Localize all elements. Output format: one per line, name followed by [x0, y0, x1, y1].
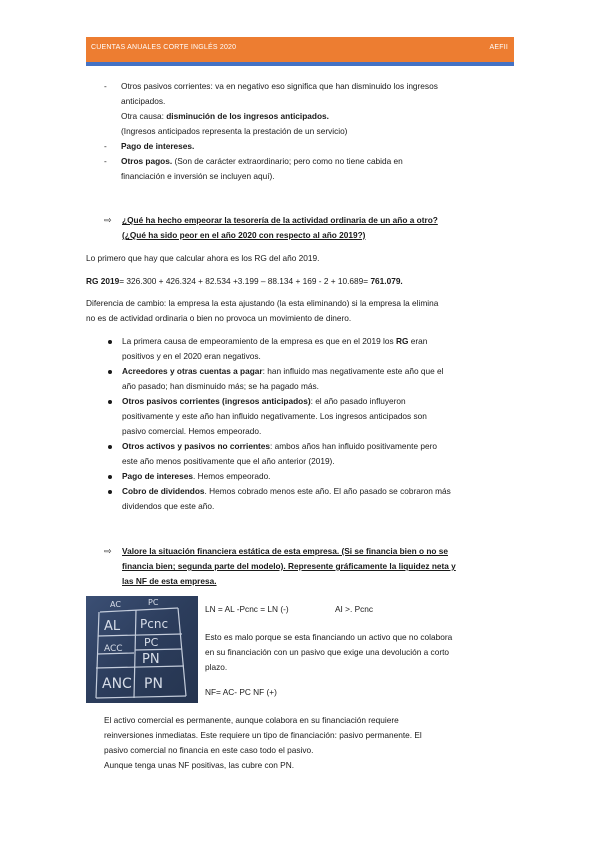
- text-span: . Hemos empeorado.: [193, 471, 271, 481]
- bullet-item-continuation: este año menos positivamente que el año anterior (2019).: [122, 456, 335, 466]
- rg-result: 761.079.: [370, 276, 403, 286]
- photo-label-pcnc: Pcnc: [140, 617, 169, 631]
- ai-comparison: AI >. Pcnc: [335, 604, 374, 614]
- explanation-line: Esto es malo porque se esta financiando un activo que no colabora: [205, 632, 453, 642]
- bold-text: RG: [395, 336, 409, 346]
- text-span: eran: [408, 336, 428, 346]
- bullet-item: [122, 364, 443, 379]
- bold-text: Otros pagos.: [121, 156, 173, 166]
- paragraph: Diferencia de cambio: la empresa la esta ajustando (la esta eliminando) si la empresa la elimina: [86, 298, 439, 308]
- liquidez-neta-formula: LN = AL -Pcnc = LN (-): [205, 604, 289, 614]
- bullet-item: [122, 484, 451, 499]
- text-span: : ambos años han influido positivamente pero: [270, 441, 437, 451]
- bullet-dot: [108, 445, 112, 449]
- question-heading-line2: financia bien; segunda parte del modelo). Represente gráficamente la liquidez neta y: [122, 561, 456, 571]
- chalkboard-drawing: [86, 596, 198, 703]
- final-paragraph-line: pasivo comercial no financia en este caso todo el pasivo.: [104, 745, 314, 755]
- paragraph-line2: no es de actividad ordinaria o bien no provoca un movimiento de dinero.: [86, 313, 352, 323]
- bold-text: Cobro de dividendos: [122, 486, 205, 496]
- nf-formula: NF= AC- PC NF (+): [205, 687, 277, 697]
- bullet-item-continuation: positivamente y este año han influido negativamente. Los ingresos anticipados son: [122, 411, 427, 421]
- photo-label-acc: ACC: [104, 644, 123, 654]
- bullet-dot: [108, 475, 112, 479]
- bullet-dot: [108, 340, 112, 344]
- bullet-item-continuation: pasivo comercial. Hemos empeorado.: [122, 426, 262, 436]
- photo-label-pc: PC: [148, 598, 159, 607]
- dash-item-text: [121, 154, 403, 169]
- photo-label-pn2: PN: [144, 676, 163, 692]
- dash-marker: -: [104, 156, 107, 166]
- bold-text: Otros activos y pasivos no corrientes: [122, 441, 271, 451]
- arrow-icon: ⇨: [104, 546, 112, 556]
- header-right-label: AEFII: [489, 44, 508, 51]
- rg-label: RG 2019: [86, 276, 120, 286]
- final-paragraph-line: reinversiones inmediatas. Este requiere un tipo de financiación: pasivo permanente. El: [104, 730, 422, 740]
- bold-text: Pago de intereses: [122, 471, 194, 481]
- bullet-item: [122, 439, 437, 454]
- bullet-item-continuation: dividendos que este año.: [122, 501, 215, 511]
- text-span: : el año pasado influyeron: [310, 396, 406, 406]
- chalkboard-photo: [86, 596, 198, 703]
- text-span: Otra causa:: [121, 111, 167, 121]
- rg-formula-text: = 326.300 + 426.324 + 82.534 +3.199 – 88.134 + 169 - 2 + 10.689=: [119, 276, 371, 286]
- explanation-line: plazo.: [205, 662, 228, 672]
- bold-text: disminución de los ingresos anticipados.: [166, 111, 329, 121]
- photo-label-pcc: PC: [144, 636, 159, 649]
- bullet-dot: [108, 400, 112, 404]
- dash-item-text: (Ingresos anticipados representa la prestación de un servicio): [121, 126, 348, 136]
- photo-label-pn1: PN: [142, 652, 160, 667]
- question-heading: Valore la situación financiera estática de esta empresa. (Si se financia bien o no se: [122, 546, 449, 556]
- bold-text: Otros pasivos corrientes (ingresos anticipados): [122, 396, 311, 406]
- bullet-item-continuation: año pasado; han disminuido más; se ha pagado más.: [122, 381, 319, 391]
- bullet-dot: [108, 490, 112, 494]
- question-heading-line3: las NF de esta empresa.: [122, 576, 217, 586]
- dash-item-text: Otros pasivos corrientes: va en negativo eso significa que han disminuido los ingresos: [121, 81, 438, 91]
- bullet-dot: [108, 370, 112, 374]
- arrow-icon: ⇨: [104, 215, 112, 225]
- rg-formula: [86, 274, 403, 289]
- dash-item-text: [121, 109, 329, 124]
- question-heading: ¿Qué ha hecho empeorar la tesorería de la actividad ordinaria de un año a otro?: [122, 215, 438, 225]
- photo-label-anc: ANC: [102, 676, 132, 692]
- text-span: (Son de carácter extraordinario; pero como no tiene cabida en: [172, 156, 403, 166]
- bullet-item-continuation: positivos y en el 2020 eran negativos.: [122, 351, 261, 361]
- bold-text: Acreedores y otras cuentas a pagar: [122, 366, 263, 376]
- paragraph: Lo primero que hay que calcular ahora es los RG del año 2019.: [86, 253, 320, 263]
- text-span: . Hemos cobrado menos este año. El año pasado se cobraron más: [204, 486, 451, 496]
- dash-item-text: Pago de intereses.: [121, 141, 195, 151]
- final-paragraph-line: El activo comercial es permanente, aunque colabora en su financiación requiere: [104, 715, 399, 725]
- dash-item-text: anticipados.: [121, 96, 166, 106]
- photo-label-al: AL: [104, 619, 121, 634]
- text-span: La primera causa de empeoramiento de la empresa es que en el 2019 los: [122, 336, 396, 346]
- bullet-item: [122, 394, 406, 409]
- dash-marker: -: [104, 141, 107, 151]
- final-paragraph-line: Aunque tenga unas NF positivas, las cubre con PN.: [104, 760, 295, 770]
- bullet-item: [122, 334, 427, 349]
- explanation-line: en su financiación con un pasivo que exige una devolución a corto: [205, 647, 450, 657]
- bullet-item: [122, 469, 271, 484]
- dash-item-text: financiación e inversión se incluyen aquí).: [121, 171, 275, 181]
- header-title: CUENTAS ANUALES CORTE INGLÉS 2020: [91, 44, 237, 51]
- photo-label-ac: AC: [110, 600, 121, 609]
- question-heading-line2: (¿Qué ha sido peor en el año 2020 con respecto al año 2019?): [122, 230, 366, 240]
- text-span: : han influido mas negativamente este año que el: [262, 366, 444, 376]
- dash-marker: -: [104, 81, 107, 91]
